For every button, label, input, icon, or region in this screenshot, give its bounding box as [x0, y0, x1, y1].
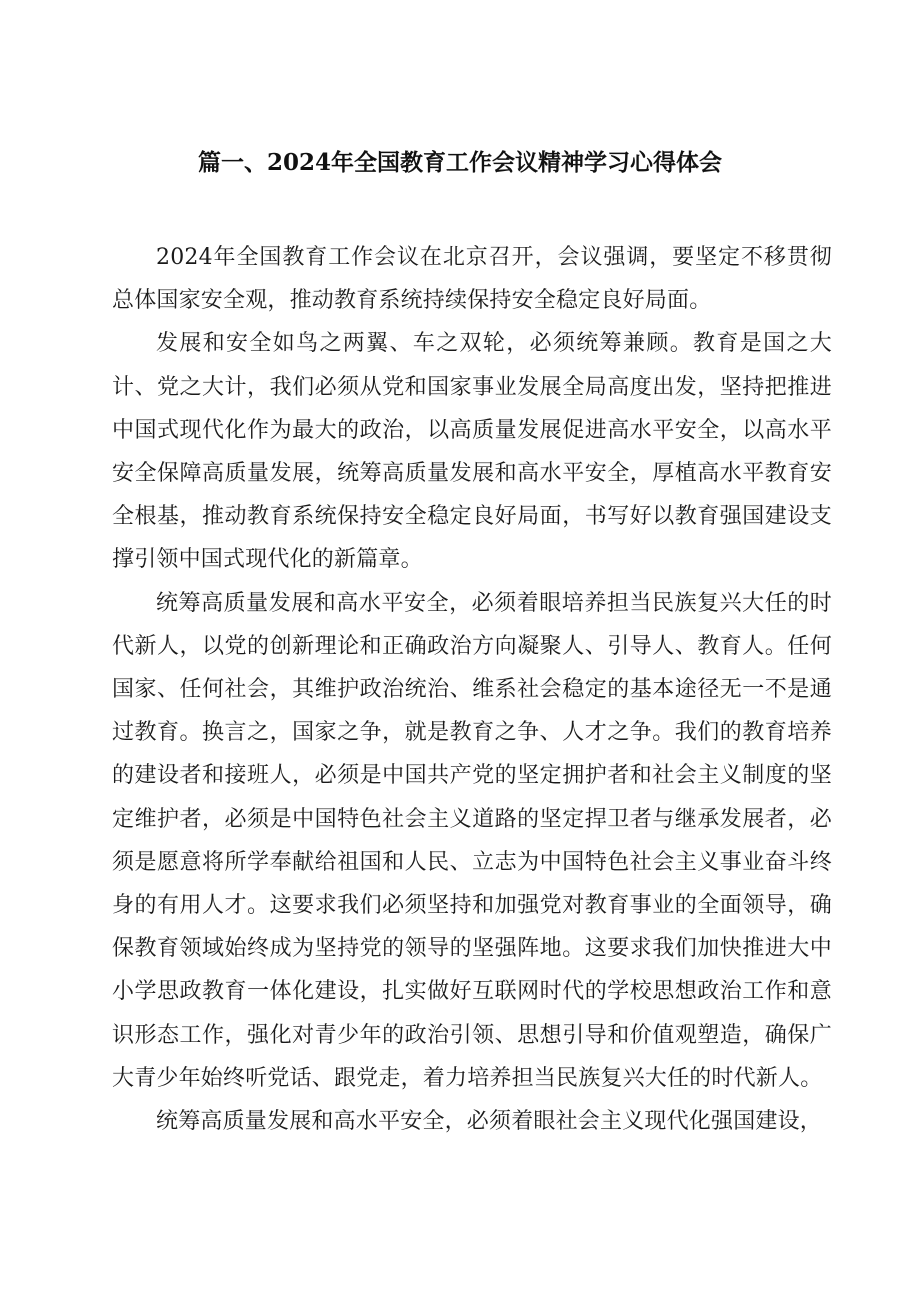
document-title: 篇一、2024年全国教育工作会议精神学习心得体会 [197, 149, 722, 176]
document-body [112, 236, 832, 1143]
paragraph-1: 2024年全国教育工作会议在北京召开，会议强调，要坚定不移贯彻总体国家安全观，推动教育系统持续保持安全稳定良好局面。 [112, 245, 832, 314]
paragraph-3: 统筹高质量发展和高水平安全，必须着眼培养担当民族复兴大任的时代新人，以党的创新理论和正确政治方向凝聚人、引导人、教育人。任何国家、任何社会，其维护政治统治、维系社会稳定的基本途径无一不是通过教育。换言之，国家之争，就是教育之争、人才之争。我们的教育培养的建设者和接班人，必须是中国共产党的坚定拥护者和社会主义制度的坚定维护者，必须是中国特色社会主义道路的坚定捍卫者与继承发展者，必须是愿意将所学奉献给祖国和人民、立志为中国特色社会主义事业奋斗终身的有用人才。这要求我们必须坚持和加强党对教育事业的全面领导，确保教育领域始终成为坚持党的领导的坚强阵地。这要求我们加快推进大中小学思政教育一体化建设，扎实做好互联网时代的学校思想政治工作和意识形态工作，强化对青少年的政治引领、思想引导和价值观塑造，确保广大青少年始终听党话、跟党走，着力培养担当民族复兴大任的时代新人。 [112, 590, 832, 1091]
paragraph-4: 统筹高质量发展和高水平安全，必须着眼社会主义现代化强国建设， [156, 1109, 823, 1135]
paragraph-2: 发展和安全如鸟之两翼、车之双轮，必须统筹兼顾。教育是国之大计、党之大计，我们必须从党和国家事业发展全局高度出发，坚持把推进中国式现代化作为最大的政治，以高质量发展促进高水平安全，以高水平安全保障高质量发展，统筹高质量发展和高水平安全，厚植高水平教育安全根基，推动教育系统保持安全稳定良好局面，书写好以教育强国建设支撑引领中国式现代化的新篇章。 [112, 331, 832, 573]
